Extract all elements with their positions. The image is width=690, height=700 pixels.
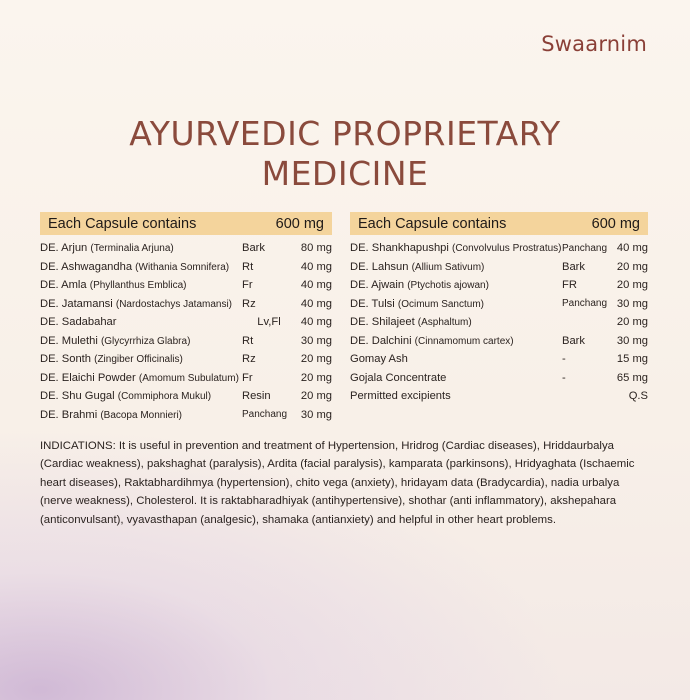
ingredient-name [40, 261, 242, 273]
ingredient-quantity: 30 mg [300, 334, 332, 347]
ingredient-quantity: 30 mg [616, 297, 648, 310]
ingredient-name [40, 409, 242, 421]
ingredient-latin-name: (Allium Sativum) [411, 261, 485, 273]
ingredient-name [350, 261, 562, 273]
table-header-qty: 600 mg [591, 215, 640, 232]
ingredient-latin-name: (Cinnamomum cartex) [414, 335, 514, 347]
table-rows [350, 239, 648, 406]
ingredient-quantity: 40 mg [300, 316, 332, 329]
table-row [350, 369, 648, 388]
ingredient-quantity: 20 mg [300, 390, 332, 403]
ingredient-name [350, 353, 562, 365]
table-header-label: Each Capsule contains [48, 215, 197, 232]
ingredient-quantity: 20 mg [616, 279, 648, 292]
table-row [40, 313, 332, 332]
ingredient-part: Bark [562, 260, 586, 273]
ingredient-common-name: Permitted excipients [350, 390, 451, 403]
ingredient-latin-name: (Amomum Subulatum) [138, 372, 239, 384]
ingredient-name [40, 353, 242, 365]
ingredient-latin-name: (Zingiber Officinalis) [94, 354, 183, 366]
ingredient-part: Fr [242, 279, 253, 292]
ingredient-name [40, 335, 242, 347]
ingredient-common-name: DE. Brahmi [40, 408, 98, 421]
ingredient-common-name: DE. Sonth [40, 353, 91, 366]
table-row [40, 332, 332, 351]
ingredient-part: Fr [242, 371, 253, 384]
table-row [350, 313, 648, 332]
ingredient-quantity: 20 mg [616, 260, 648, 273]
ingredient-latin-name: (Terminalia Arjuna) [90, 243, 174, 255]
ingredient-latin-name: (Nardostachys Jatamansi) [115, 298, 233, 310]
title-line-2: MEDICINE [261, 154, 429, 193]
ingredient-part: - [562, 371, 566, 384]
ingredient-name [40, 316, 242, 328]
ingredient-quantity: 20 mg [300, 371, 332, 384]
ingredient-part: Resin [242, 390, 271, 403]
table-row [40, 276, 332, 295]
ingredient-common-name: DE. Dalchini [350, 334, 412, 347]
ingredient-quantity: 20 mg [300, 353, 332, 366]
ingredient-common-name: DE. Shilajeet [350, 316, 415, 329]
table-row [40, 258, 332, 277]
ingredient-name [350, 242, 562, 254]
ingredient-quantity: 65 mg [616, 371, 648, 384]
ingredient-name [40, 390, 242, 402]
ingredient-common-name: DE. Ajwain [350, 279, 405, 292]
table-header-qty: 600 mg [275, 215, 324, 232]
ingredient-latin-name: (Bacopa Monnieri) [100, 409, 183, 421]
ingredient-latin-name: (Ptychotis ajowan) [407, 280, 489, 292]
indications-text: INDICATIONS: It is useful in prevention and treatment of Hypertension, Hridrog (Cardiac diseases), Hriddaurbalya (Cardiac weakness), pakshaghat (paralysis), Ardita (facial paralysis), kamparata (parkinsons), Hridyaghata (Ischaemic heart diseases), Raktabhardihmya (hypertension), chito vega (anxiety), hridayam data (Bradycardia), nadia urbalya (nerve weakness), Cholesterol. It is raktabharadhiyak (antihypertensive), shothar (anti inflammatory), akshepahara (anticonvulsant), vyavasthapan (analgesic), shamaka (antianxiety) and helpful in other heart problems. [40, 440, 635, 526]
ingredient-name [40, 298, 242, 310]
ingredient-common-name: DE. Sadabahar [40, 316, 117, 329]
ingredient-common-name: DE. Shu Gugal [40, 390, 115, 403]
ingredient-quantity: 40 mg [300, 260, 332, 273]
ingredient-common-name: DE. Jatamansi [40, 297, 113, 310]
table-row [350, 295, 648, 314]
ingredient-quantity: 30 mg [300, 408, 332, 421]
ingredient-part: Panchang [242, 409, 288, 421]
ingredient-part: Lv,Fl [257, 316, 281, 329]
table-rows [40, 239, 332, 424]
ingredient-name [40, 372, 242, 384]
ingredient-name [40, 279, 242, 291]
ingredient-latin-name: (Phyllanthus Emblica) [89, 280, 187, 292]
ingredient-common-name: DE. Tulsi [350, 297, 395, 310]
ingredient-part: FR [562, 279, 577, 292]
ingredient-common-name: DE. Elaichi Powder [40, 371, 136, 384]
ingredient-part: Panchang [562, 242, 608, 254]
ingredient-common-name: DE. Lahsun [350, 260, 409, 273]
ingredient-name [350, 372, 562, 384]
ingredient-part: Bark [242, 242, 266, 255]
ingredient-part: Rz [242, 297, 256, 310]
ingredient-part: Rt [242, 334, 254, 347]
ingredient-name [350, 335, 562, 347]
ingredient-latin-name: (Withania Somnifera) [135, 261, 230, 273]
ingredient-common-name: Gojala Concentrate [350, 371, 447, 384]
table-row [350, 387, 648, 406]
table-header [350, 212, 648, 235]
table-header [40, 212, 332, 235]
ingredient-quantity: 80 mg [300, 242, 332, 255]
table-row [40, 387, 332, 406]
ingredient-common-name: DE. Mulethi [40, 334, 98, 347]
ingredient-name [350, 298, 562, 310]
table-row [350, 332, 648, 351]
ingredient-common-name: DE. Ashwagandha [40, 260, 133, 273]
ingredient-name [40, 242, 242, 254]
ingredient-quantity: 30 mg [616, 334, 648, 347]
ingredient-common-name: Gomay Ash [350, 353, 408, 366]
ingredient-name [350, 279, 562, 291]
ingredient-part: Rt [242, 260, 254, 273]
ingredient-latin-name: (Asphaltum) [417, 317, 472, 329]
table-row [350, 276, 648, 295]
ingredient-common-name: DE. Shankhapushpi [350, 242, 449, 255]
table-row [350, 350, 648, 369]
ingredient-quantity: Q.S [628, 390, 648, 403]
ingredient-common-name: DE. Amla [40, 279, 87, 292]
ingredient-quantity: 20 mg [616, 316, 648, 329]
title-line-1: AYURVEDIC PROPRIETARY [129, 114, 561, 153]
ingredient-name [350, 316, 562, 328]
table-header-label: Each Capsule contains [358, 215, 507, 232]
ingredient-quantity: 15 mg [616, 353, 648, 366]
table-row [350, 258, 648, 277]
table-row [40, 369, 332, 388]
table-row [40, 350, 332, 369]
ingredient-part: - [562, 353, 566, 366]
table-row [350, 239, 648, 258]
ingredient-part: Bark [562, 334, 586, 347]
ingredient-quantity: 40 mg [300, 297, 332, 310]
ingredient-latin-name: (Ocimum Sanctum) [397, 298, 484, 310]
table-row [40, 239, 332, 258]
ingredient-latin-name: (Convolvulus Prostratus) [452, 243, 562, 255]
ingredient-latin-name: (Commiphora Mukul) [117, 391, 212, 403]
ingredient-latin-name: (Glycyrrhiza Glabra) [100, 335, 191, 347]
composition-table-left [40, 212, 332, 424]
ingredient-part: Rz [242, 353, 256, 366]
ingredient-common-name: DE. Arjun [40, 242, 88, 255]
ingredient-part: Panchang [562, 298, 608, 310]
ingredient-quantity: 40 mg [616, 242, 648, 255]
ingredient-name [350, 390, 562, 402]
table-row [40, 406, 332, 425]
brand-logo-text: Swaarnim [541, 32, 647, 56]
table-row [40, 295, 332, 314]
page-title [0, 114, 690, 194]
composition-table-right [350, 212, 648, 406]
ingredient-quantity: 40 mg [300, 279, 332, 292]
